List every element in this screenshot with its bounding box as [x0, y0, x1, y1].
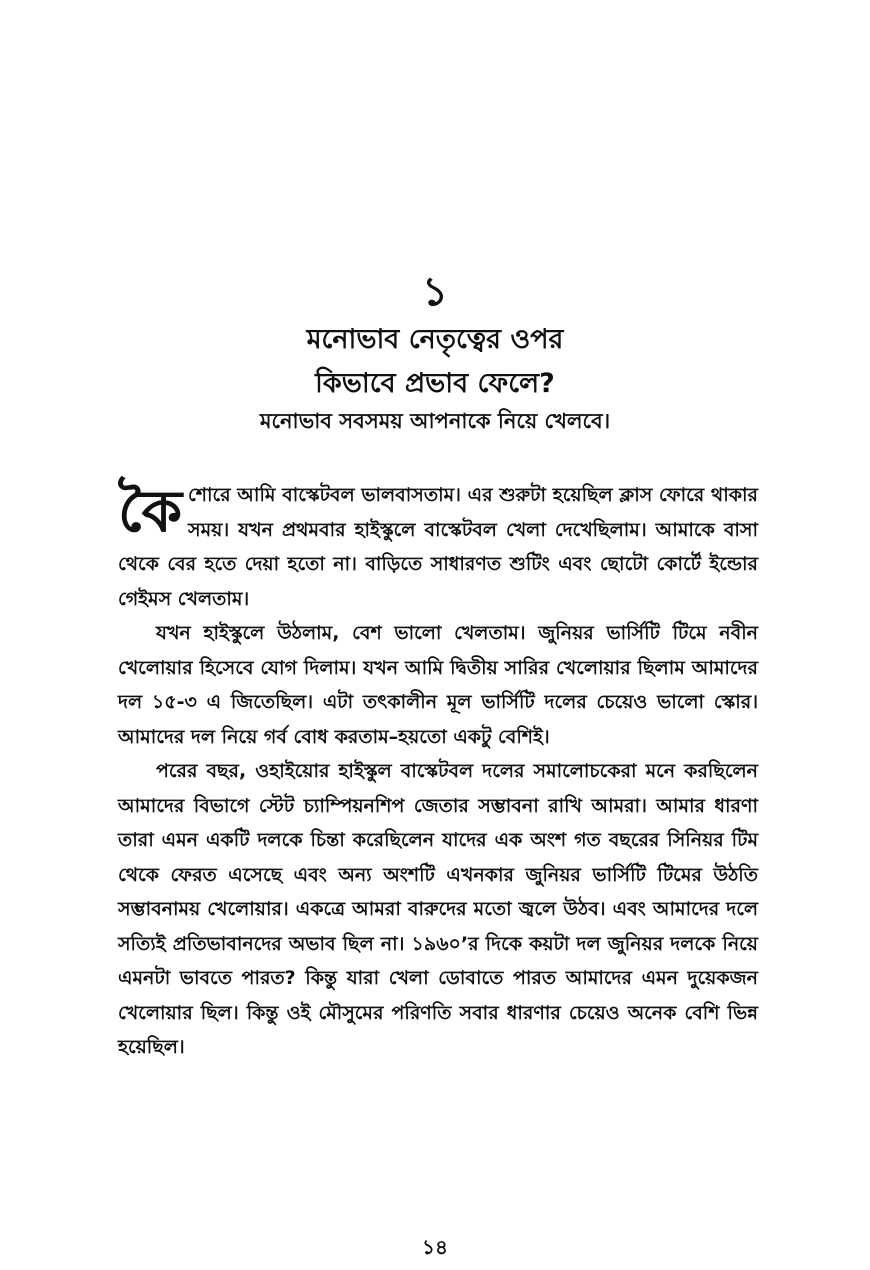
paragraph-3: পরের বছর, ওহাইয়োর হাইস্কুল বাস্কেটবল দলের সমালোচকেরা মনে করছিলেন আমাদের বিভাগে স্টেট চ্যাম্পিয়নশিপ জেতার সম্ভাবনা রাখি আমরা। আমার ধারণা তারা এমন একটি দলকে চিন্তা করেছিলেন যাদের এক অংশ গত বছরের সিনিয়র টিম থেকে ফেরত এসেছে এবং অন্য অংশটি এখনকার জুনিয়র ভার্সিটি টিমের উঠতি সম্ভাবনাময় খেলোয়ার। একত্রে আমরা বারুদের মতো জ্বলে উঠব। এবং আমাদের দলে সত্যিই প্রতিভাবানদের অভাব ছিল না। ১৯৬০’র দিকে কয়টা দল জুনিয়র দলকে নিয়ে এমনটা ভাবতে পারত? কিন্তু যারা খেলা ডোবাতে পারত আমাদের এমন দুয়েকজন খেলোয়ার ছিল। কিন্তু ওই মৌসুমের পরিণতি সবার ধারণার চেয়েও অনেক বেশি ভিন্ন হয়েছিল। — [118, 760, 758, 1058]
chapter-title — [0, 318, 870, 406]
chapter-subtitle: মনোভাব সবসময় আপনাকে নিয়ে খেলবে। — [259, 409, 611, 433]
paragraph-2: যখন হাইস্কুলে উঠলাম, বেশ ভালো খেলতাম। জুনিয়র ভার্সিটি টিমে নবীন খেলোয়ার হিসেবে যোগ দিলাম। যখন আমি দ্বিতীয় সারির খেলোয়ার ছিলাম আমাদের দল ১৫-৩ এ জিতেছিল। এটা তৎকালীন মূল ভার্সিটি দলের চেয়েও ভালো স্কোর। আমাদের দল নিয়ে গর্ব বোধ করতাম–হয়তো একটু বেশিই। — [118, 622, 758, 748]
chapter-number: ১ — [422, 269, 448, 315]
paragraph-1 — [118, 478, 758, 616]
chapter-title-line-1: মনোভাব নেতৃত্বের ওপর — [306, 324, 564, 355]
chapter-body — [118, 478, 758, 1065]
page-number: ১৪ — [422, 1235, 448, 1259]
paragraph-1-text: শোরে আমি বাস্কেটবল ভালবাসতাম। এর শুরুটা হয়েছিল ক্লাস ফোরে থাকার সময়। যখন প্রথমবার হাইস্কুলে বাস্কেটবল খেলা দেখেছিলাম। আমাকে বাসা থেকে বের হতে দেয়া হতো না। বাড়িতে সাধারণত শুটিং এবং ছোটো কোর্টে ইন্ডোর গেইমস খেলতাম। — [118, 484, 758, 610]
drop-cap: কৈ — [118, 477, 183, 545]
chapter-title-line-2: কিভাবে প্রভাব ফেলে? — [315, 368, 555, 399]
